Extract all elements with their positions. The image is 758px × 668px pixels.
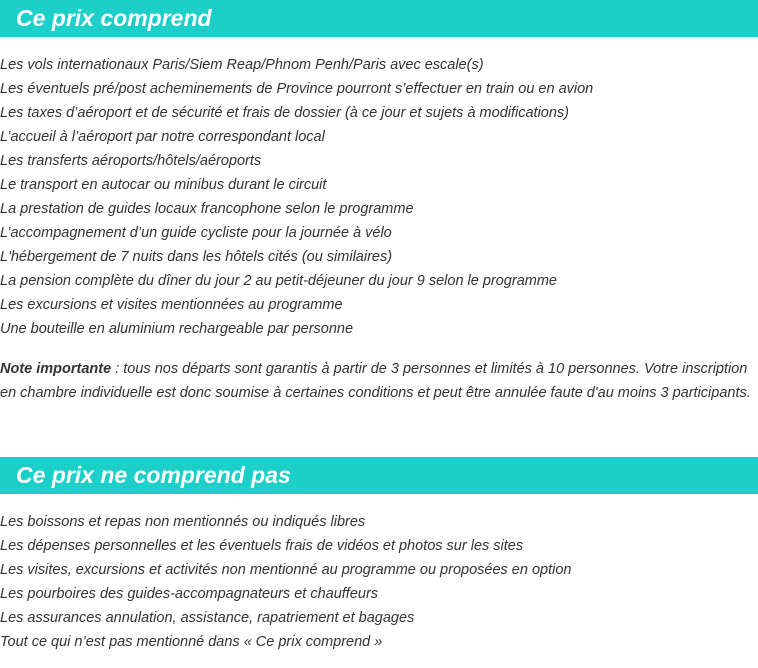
list-item: Le transport en autocar ou minibus durant le circuit bbox=[0, 177, 327, 193]
list-item: Les transferts aéroports/hôtels/aéroports bbox=[0, 153, 262, 169]
list-item: Les taxes d’aéroport et de sécurité et frais de dossier (à ce jour et sujets à modifications) bbox=[0, 105, 570, 121]
list-item: Les assurances annulation, assistance, rapatriement et bagages bbox=[0, 610, 415, 626]
price-includes-title: Ce prix comprend bbox=[16, 5, 212, 31]
list-item: La pension complète du dîner du jour 2 au petit-déjeuner du jour 9 selon le programme bbox=[0, 273, 557, 289]
important-note bbox=[0, 357, 758, 405]
list-item: L'hébergement de 7 nuits dans les hôtels cités (ou similaires) bbox=[0, 249, 393, 265]
price-includes-list bbox=[0, 53, 758, 341]
list-item: Une bouteille en aluminium rechargeable par personne bbox=[0, 321, 354, 337]
price-excludes-title: Ce prix ne comprend pas bbox=[16, 462, 291, 488]
price-includes-header bbox=[0, 0, 758, 37]
price-excludes-header bbox=[0, 457, 758, 494]
list-item: L’accueil à l’aéroport par notre correspondant local bbox=[0, 129, 325, 145]
important-note-text: : tous nos départs sont garantis à partir de 3 personnes et limités à 10 personnes. Votre inscription en chambre individuelle est donc soumise à certaines conditions et peut être annulée faute d'au moins 3 participants. bbox=[0, 361, 751, 401]
list-item: Tout ce qui n’est pas mentionné dans « Ce prix comprend » bbox=[0, 634, 383, 650]
list-item: Les visites, excursions et activités non mentionné au programme ou proposées en option bbox=[0, 562, 572, 578]
price-excludes-list bbox=[0, 510, 758, 654]
list-item: La prestation de guides locaux francophone selon le programme bbox=[0, 201, 414, 217]
list-item: L’accompagnement d’un guide cycliste pour la journée à vélo bbox=[0, 225, 392, 241]
list-item: Les vols internationaux Paris/Siem Reap/Phnom Penh/Paris avec escale(s) bbox=[0, 57, 484, 73]
list-item: Les excursions et visites mentionnées au programme bbox=[0, 297, 343, 313]
list-item: Les pourboires des guides-accompagnateurs et chauffeurs bbox=[0, 586, 379, 602]
list-item: Les dépenses personnelles et les éventuels frais de vidéos et photos sur les sites bbox=[0, 538, 524, 554]
list-item: Les éventuels pré/post acheminements de Province pourront s’effectuer en train ou en avion bbox=[0, 81, 594, 97]
important-note-label: Note importante bbox=[0, 361, 112, 377]
list-item: Les boissons et repas non mentionnés ou indiqués libres bbox=[0, 514, 366, 530]
